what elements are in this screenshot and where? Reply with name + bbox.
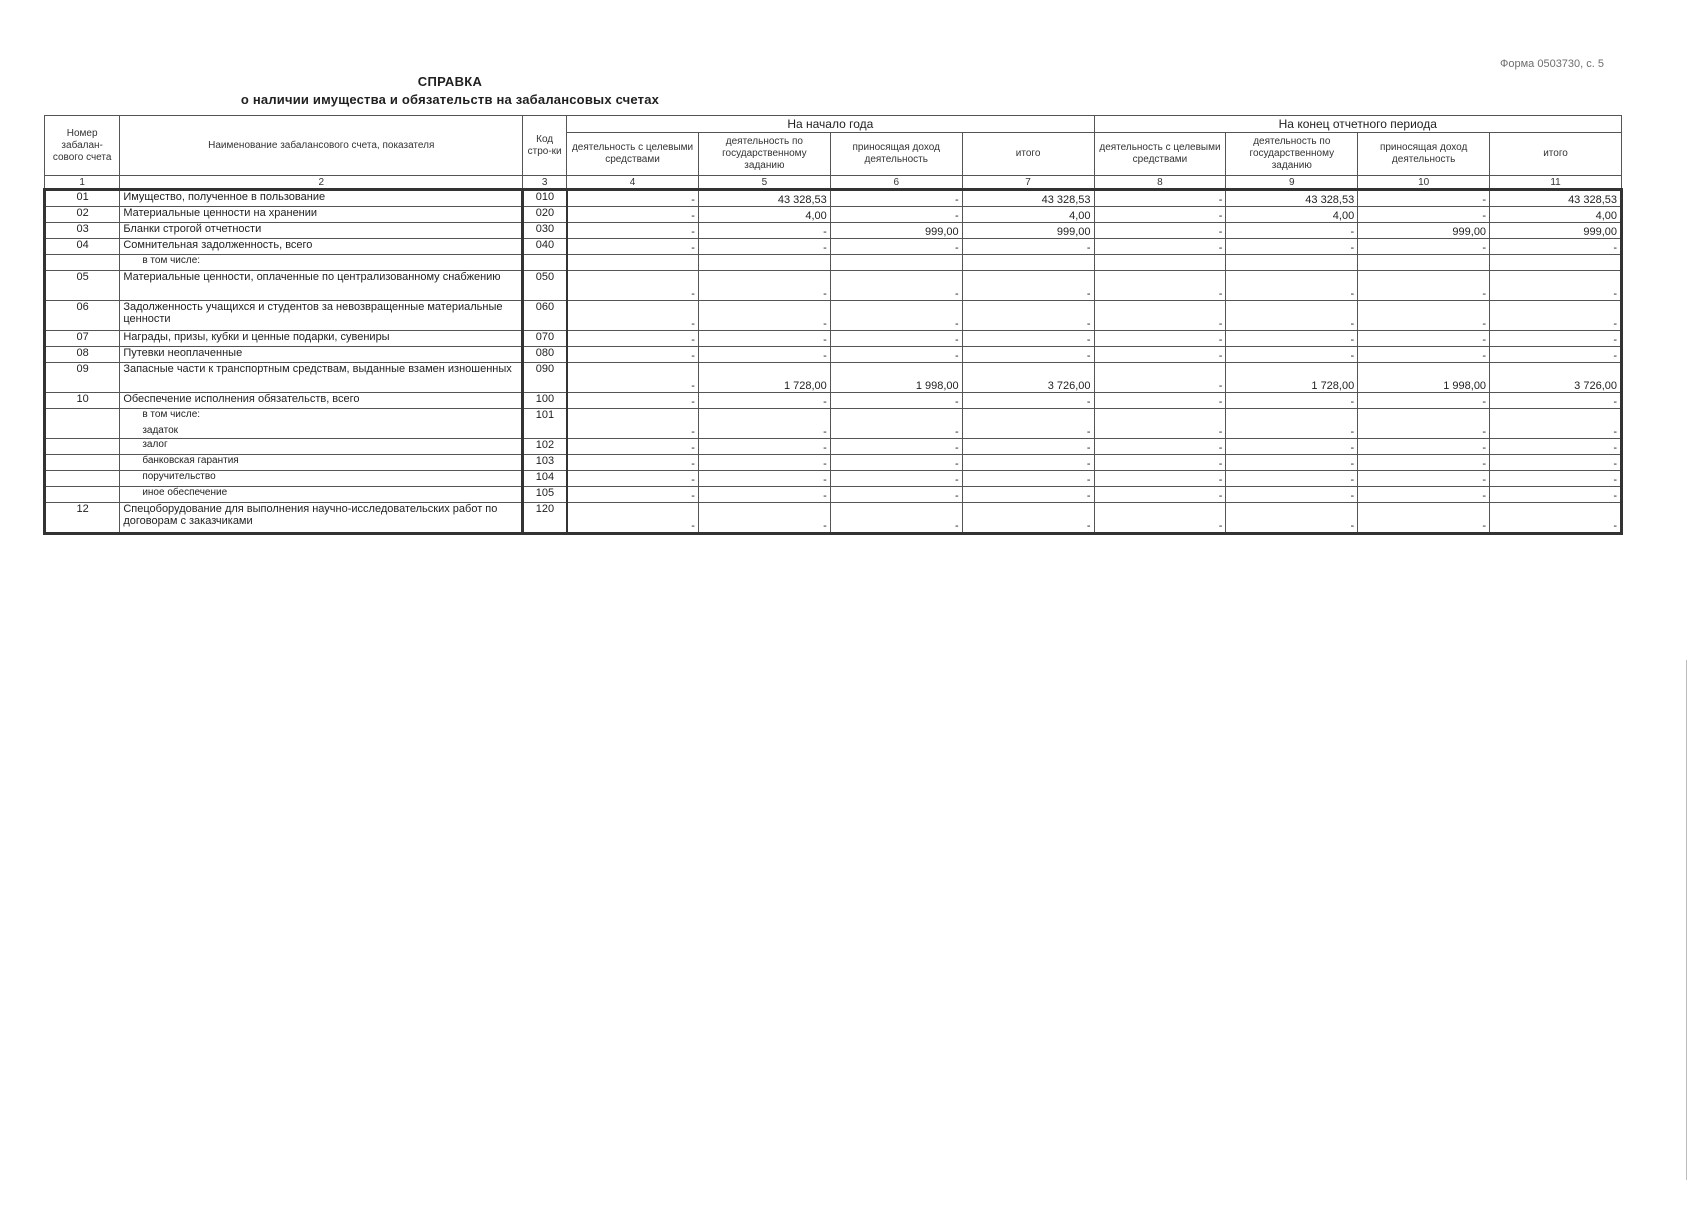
line-code: 010 — [523, 190, 567, 207]
amount-cell: - — [962, 347, 1094, 363]
account-name: иное обеспечение — [120, 487, 523, 503]
amount-cell: - — [962, 455, 1094, 471]
line-code: 102 — [523, 439, 567, 455]
amount-cell: - — [1358, 271, 1490, 301]
account-number: 05 — [45, 271, 120, 301]
amount-cell: - — [698, 487, 830, 503]
header-start-income: приносящая доход деятельность — [830, 133, 962, 176]
amount-cell: - — [1358, 347, 1490, 363]
amount-cell: - — [1490, 347, 1622, 363]
amount-cell — [698, 255, 830, 271]
amount-cell: - — [962, 271, 1094, 301]
account-number — [45, 487, 120, 503]
amount-cell: - — [1490, 455, 1622, 471]
amount-cell: - — [1094, 439, 1226, 455]
amount-cell: - — [830, 190, 962, 207]
column-number: 6 — [830, 176, 962, 190]
table-row — [45, 301, 1622, 331]
account-number: 02 — [45, 207, 120, 223]
table-row — [45, 190, 1622, 207]
line-code: 070 — [523, 331, 567, 347]
amount-cell: - — [830, 393, 962, 409]
column-number: 1 — [45, 176, 120, 190]
amount-cell: - — [1226, 503, 1358, 534]
amount-cell: - — [962, 503, 1094, 534]
header-end-targeted: деятельность с целевыми средствами — [1094, 133, 1226, 176]
amount-cell: - — [830, 271, 962, 301]
subheading-label: в том числе: — [142, 409, 201, 420]
amount-cell: - — [962, 487, 1094, 503]
header-group-start-of-year: На начало года — [567, 116, 1094, 133]
account-name: Путевки неоплаченные — [120, 347, 523, 363]
form-code: Форма 0503730, с. 5 — [1500, 58, 1605, 70]
table-row — [45, 223, 1622, 239]
amount-cell: - — [1490, 331, 1622, 347]
table-row — [45, 503, 1622, 534]
amount-cell: - — [830, 347, 962, 363]
amount-cell: - — [830, 301, 962, 331]
amount-cell: - — [567, 503, 699, 534]
account-name: банковская гарантия — [120, 455, 523, 471]
amount-cell: - — [567, 409, 699, 439]
amount-cell: - — [1358, 207, 1490, 223]
column-number: 2 — [120, 176, 523, 190]
column-number: 10 — [1358, 176, 1490, 190]
amount-cell: - — [567, 347, 699, 363]
amount-cell: - — [1094, 207, 1226, 223]
table-row — [45, 207, 1622, 223]
line-code — [523, 255, 567, 271]
amount-cell: 4,00 — [962, 207, 1094, 223]
amount-cell: - — [830, 331, 962, 347]
amount-cell: - — [1226, 487, 1358, 503]
account-name — [120, 409, 523, 439]
table-row — [45, 271, 1622, 301]
amount-cell: - — [698, 347, 830, 363]
amount-cell — [1490, 255, 1622, 271]
amount-cell: 1 728,00 — [1226, 363, 1358, 393]
amount-cell: - — [698, 223, 830, 239]
amount-cell: - — [962, 393, 1094, 409]
amount-cell: - — [698, 455, 830, 471]
amount-cell: - — [567, 393, 699, 409]
amount-cell: - — [698, 271, 830, 301]
amount-cell: - — [1094, 223, 1226, 239]
line-code: 104 — [523, 471, 567, 487]
header-group-end-of-period: На конец отчетного периода — [1094, 116, 1621, 133]
amount-cell — [830, 255, 962, 271]
amount-cell: - — [698, 239, 830, 255]
amount-cell: - — [698, 393, 830, 409]
header-end-state-task: деятельность по государственному заданию — [1226, 133, 1358, 176]
account-name: Обеспечение исполнения обязательств, всего — [120, 393, 523, 409]
amount-cell: - — [1226, 271, 1358, 301]
account-number — [45, 471, 120, 487]
amount-cell: - — [1490, 409, 1622, 439]
amount-cell: - — [830, 409, 962, 439]
account-name: Запасные части к транспортным средствам, выданные взамен изношенных — [120, 363, 523, 393]
amount-cell: - — [1094, 271, 1226, 301]
table-row — [45, 363, 1622, 393]
amount-cell — [1226, 255, 1358, 271]
amount-cell: - — [1358, 301, 1490, 331]
line-code: 020 — [523, 207, 567, 223]
off-balance-table — [43, 115, 1623, 535]
amount-cell: - — [698, 503, 830, 534]
amount-cell: - — [698, 331, 830, 347]
line-code: 103 — [523, 455, 567, 471]
amount-cell: - — [567, 439, 699, 455]
line-code: 100 — [523, 393, 567, 409]
amount-cell: 1 998,00 — [1358, 363, 1490, 393]
account-subname: задаток — [142, 425, 179, 436]
amount-cell: - — [1226, 239, 1358, 255]
account-name: Бланки строгой отчетности — [120, 223, 523, 239]
amount-cell: - — [1358, 471, 1490, 487]
line-code: 040 — [523, 239, 567, 255]
account-number: 03 — [45, 223, 120, 239]
amount-cell: - — [1226, 331, 1358, 347]
table-row — [45, 331, 1622, 347]
amount-cell: - — [567, 271, 699, 301]
line-code: 050 — [523, 271, 567, 301]
amount-cell: - — [962, 439, 1094, 455]
amount-cell: - — [1094, 190, 1226, 207]
header-end-total: итого — [1490, 133, 1622, 176]
line-code: 120 — [523, 503, 567, 534]
line-code: 030 — [523, 223, 567, 239]
amount-cell: - — [1490, 487, 1622, 503]
amount-cell: 43 328,53 — [962, 190, 1094, 207]
account-number: 12 — [45, 503, 120, 534]
amount-cell: - — [567, 190, 699, 207]
account-name: Задолженность учащихся и студентов за невозвращенные материальные ценности — [120, 301, 523, 331]
amount-cell: - — [1490, 271, 1622, 301]
amount-cell: - — [1490, 471, 1622, 487]
amount-cell: - — [1226, 439, 1358, 455]
account-number: 10 — [45, 393, 120, 409]
account-number — [45, 409, 120, 439]
column-number-row — [45, 176, 1622, 190]
amount-cell: - — [1226, 301, 1358, 331]
header-start-total: итого — [962, 133, 1094, 176]
header-end-income: приносящая доход деятельность — [1358, 133, 1490, 176]
amount-cell: - — [1094, 487, 1226, 503]
amount-cell: - — [1226, 223, 1358, 239]
table-row — [45, 409, 1622, 439]
line-code: 105 — [523, 487, 567, 503]
document-title: СПРАВКА — [417, 74, 483, 89]
amount-cell: - — [1226, 455, 1358, 471]
amount-cell: - — [698, 471, 830, 487]
table-row — [45, 255, 1622, 271]
column-number: 8 — [1094, 176, 1226, 190]
amount-cell — [962, 255, 1094, 271]
amount-cell: - — [567, 471, 699, 487]
amount-cell: - — [1094, 331, 1226, 347]
amount-cell: - — [1226, 347, 1358, 363]
column-number: 4 — [567, 176, 699, 190]
amount-cell: - — [1358, 455, 1490, 471]
amount-cell: - — [830, 239, 962, 255]
amount-cell: - — [830, 503, 962, 534]
amount-cell: 1 728,00 — [698, 363, 830, 393]
amount-cell: - — [567, 239, 699, 255]
amount-cell: - — [1226, 471, 1358, 487]
account-name: Спецоборудование для выполнения научно-исследовательских работ по договорам с заказчиками — [120, 503, 523, 534]
amount-cell: 999,00 — [830, 223, 962, 239]
amount-cell: - — [1490, 301, 1622, 331]
table-row — [45, 347, 1622, 363]
amount-cell: - — [1094, 471, 1226, 487]
header-account-name: Наименование забалансового счета, показателя — [120, 116, 523, 176]
amount-cell: - — [567, 487, 699, 503]
account-number: 04 — [45, 239, 120, 255]
amount-cell: - — [1358, 439, 1490, 455]
line-code: 060 — [523, 301, 567, 331]
account-number — [45, 439, 120, 455]
amount-cell — [567, 255, 699, 271]
header-start-targeted: деятельность с целевыми средствами — [567, 133, 699, 176]
account-name: Материальные ценности на хранении — [120, 207, 523, 223]
amount-cell: - — [962, 301, 1094, 331]
amount-cell: - — [567, 455, 699, 471]
amount-cell: - — [1226, 393, 1358, 409]
account-name: Материальные ценности, оплаченные по централизованному снабжению — [120, 271, 523, 301]
amount-cell: - — [1490, 393, 1622, 409]
amount-cell: 999,00 — [1490, 223, 1622, 239]
amount-cell: - — [1358, 503, 1490, 534]
amount-cell — [1358, 255, 1490, 271]
amount-cell: - — [830, 207, 962, 223]
amount-cell: - — [1094, 503, 1226, 534]
account-number: 06 — [45, 301, 120, 331]
line-code: 090 — [523, 363, 567, 393]
amount-cell: 4,00 — [1226, 207, 1358, 223]
amount-cell: 4,00 — [698, 207, 830, 223]
amount-cell: - — [830, 487, 962, 503]
account-number: 08 — [45, 347, 120, 363]
amount-cell: - — [1358, 487, 1490, 503]
account-name: Сомнительная задолженность, всего — [120, 239, 523, 255]
amount-cell: - — [698, 301, 830, 331]
amount-cell: 999,00 — [962, 223, 1094, 239]
line-code: 101 — [523, 409, 567, 439]
amount-cell: - — [1094, 455, 1226, 471]
table-row — [45, 455, 1622, 471]
table-row — [45, 393, 1622, 409]
amount-cell: - — [962, 331, 1094, 347]
column-number: 7 — [962, 176, 1094, 190]
account-name: Имущество, полученное в пользование — [120, 190, 523, 207]
amount-cell: 43 328,53 — [1226, 190, 1358, 207]
amount-cell: - — [567, 301, 699, 331]
amount-cell: 999,00 — [1358, 223, 1490, 239]
amount-cell: - — [567, 207, 699, 223]
account-name: в том числе: — [120, 255, 523, 271]
amount-cell: - — [567, 363, 699, 393]
amount-cell: - — [962, 409, 1094, 439]
account-name: поручительство — [120, 471, 523, 487]
table-row — [45, 471, 1622, 487]
table-row — [45, 439, 1622, 455]
account-name: залог — [120, 439, 523, 455]
amount-cell: - — [830, 455, 962, 471]
amount-cell: - — [1094, 393, 1226, 409]
amount-cell: - — [962, 471, 1094, 487]
amount-cell: - — [698, 439, 830, 455]
account-number — [45, 455, 120, 471]
amount-cell: - — [1490, 503, 1622, 534]
amount-cell: - — [1094, 409, 1226, 439]
amount-cell: - — [1358, 239, 1490, 255]
account-number — [45, 255, 120, 271]
scan-edge-line — [1686, 660, 1687, 1180]
table-row — [45, 487, 1622, 503]
table-row — [45, 239, 1622, 255]
amount-cell: - — [1094, 347, 1226, 363]
amount-cell: 43 328,53 — [698, 190, 830, 207]
column-number: 9 — [1226, 176, 1358, 190]
header-account-number: Номер забалан-сового счета — [45, 116, 120, 176]
column-number: 5 — [698, 176, 830, 190]
amount-cell: - — [1094, 363, 1226, 393]
column-number: 11 — [1490, 176, 1622, 190]
amount-cell: - — [1490, 439, 1622, 455]
header-start-state-task: деятельность по государственному заданию — [698, 133, 830, 176]
amount-cell: - — [1358, 409, 1490, 439]
account-number: 09 — [45, 363, 120, 393]
amount-cell: - — [1094, 239, 1226, 255]
line-code: 080 — [523, 347, 567, 363]
amount-cell: - — [830, 471, 962, 487]
amount-cell: - — [1358, 190, 1490, 207]
amount-cell: - — [1358, 393, 1490, 409]
amount-cell: - — [698, 409, 830, 439]
header-line-code: Код стро-ки — [523, 116, 567, 176]
amount-cell: - — [1490, 239, 1622, 255]
amount-cell: 4,00 — [1490, 207, 1622, 223]
account-number: 01 — [45, 190, 120, 207]
account-number: 07 — [45, 331, 120, 347]
account-name: Награды, призы, кубки и ценные подарки, сувениры — [120, 331, 523, 347]
amount-cell: - — [1094, 301, 1226, 331]
amount-cell: 1 998,00 — [830, 363, 962, 393]
amount-cell: - — [1358, 331, 1490, 347]
amount-cell: - — [567, 331, 699, 347]
column-number: 3 — [523, 176, 567, 190]
amount-cell: - — [567, 223, 699, 239]
amount-cell: - — [1226, 409, 1358, 439]
document-subtitle: о наличии имущества и обязательств на забалансовых счетах — [240, 92, 660, 107]
amount-cell: - — [830, 439, 962, 455]
amount-cell: - — [962, 239, 1094, 255]
amount-cell: 3 726,00 — [962, 363, 1094, 393]
amount-cell: 3 726,00 — [1490, 363, 1622, 393]
amount-cell — [1094, 255, 1226, 271]
amount-cell: 43 328,53 — [1490, 190, 1622, 207]
table-body — [45, 190, 1622, 534]
